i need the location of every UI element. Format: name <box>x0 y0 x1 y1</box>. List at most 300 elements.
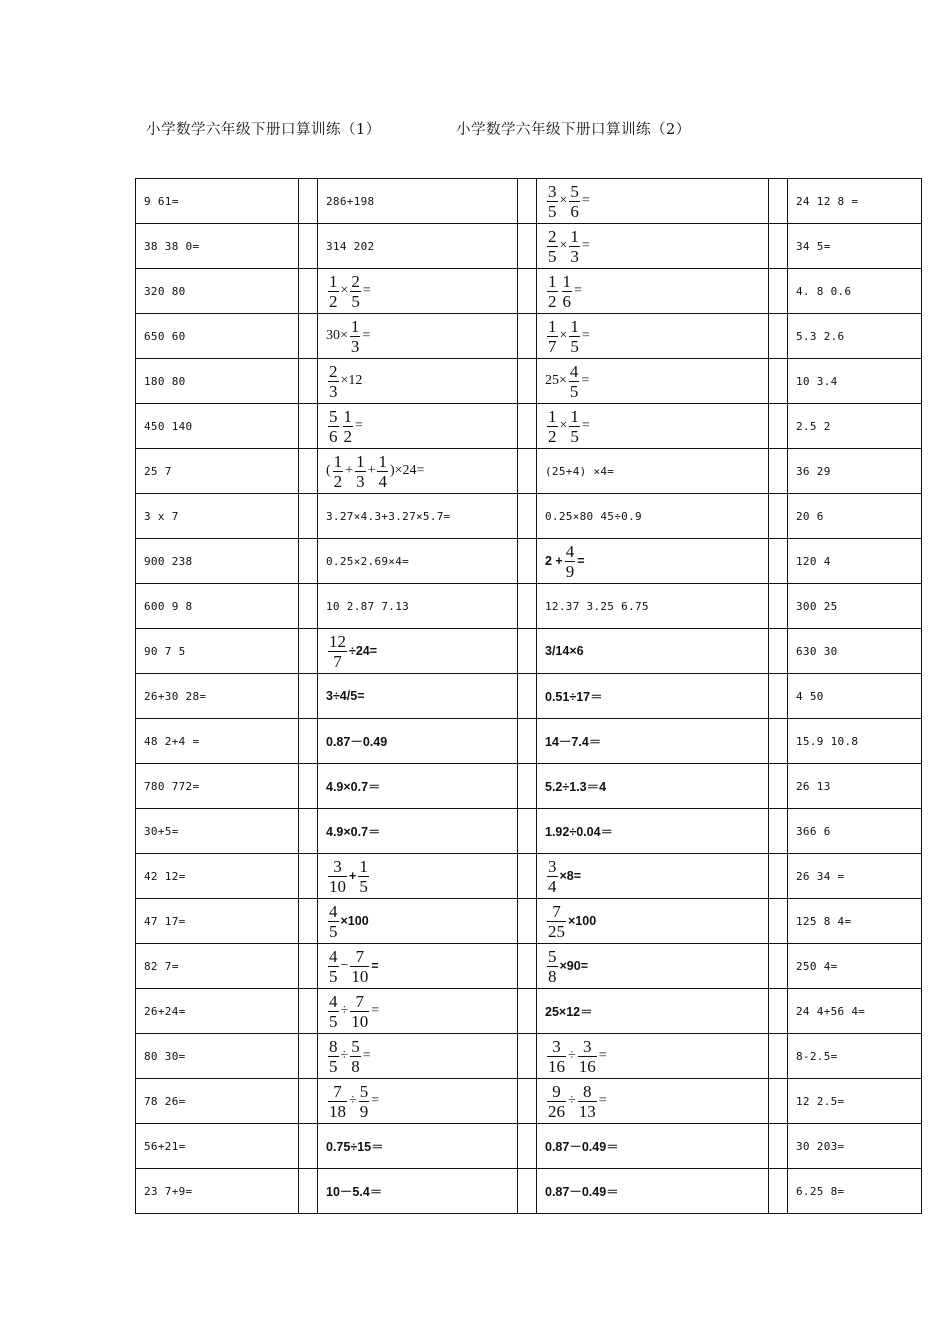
fraction-numerator: 3 <box>552 1036 561 1056</box>
operator-symbol: )×24= <box>389 463 425 478</box>
table-row <box>136 1169 922 1214</box>
answer-gap <box>299 719 318 764</box>
fraction-denominator: 25 <box>548 921 565 941</box>
answer-gap <box>518 1079 537 1124</box>
problem-cell-col1: 38 38 0= <box>136 224 299 269</box>
problem-cell-col1: 23 7+9= <box>136 1169 299 1214</box>
table-row <box>136 539 922 584</box>
answer-gap <box>299 1169 318 1214</box>
problem-cell-col3 <box>537 539 769 584</box>
expression <box>545 732 601 750</box>
expression-text: 286+198 <box>326 195 375 209</box>
fraction <box>333 452 344 491</box>
problem-cell-col4: 24 12 8 = <box>788 179 922 224</box>
table-row <box>136 629 922 674</box>
problem-cell-col2 <box>318 449 518 494</box>
operator-symbol: = <box>371 1003 380 1018</box>
problem-cell-col4: 6.25 8= <box>788 1169 922 1214</box>
table-row <box>136 809 922 854</box>
fraction-denominator: 18 <box>329 1101 346 1121</box>
problem-cell-col1: 780 772= <box>136 764 299 809</box>
fraction <box>569 362 580 401</box>
fraction <box>569 182 580 221</box>
expression-text: = <box>371 959 379 973</box>
answer-gap <box>769 404 788 449</box>
answer-gap <box>299 179 318 224</box>
operator-symbol: + <box>345 463 354 478</box>
arithmetic-drill-table <box>135 178 922 1214</box>
operator-symbol: ÷ <box>340 1048 349 1063</box>
operator-symbol: = <box>362 328 371 343</box>
expression-text: 0.75÷15＝ <box>326 1140 384 1155</box>
expression-text: + <box>349 869 357 883</box>
fraction-numerator: 1 <box>350 316 360 336</box>
problem-cell-col3 <box>537 899 769 944</box>
fraction-denominator: 5 <box>329 1056 338 1076</box>
problem-cell-col3 <box>537 1169 769 1214</box>
fraction-numerator: 4 <box>565 541 575 561</box>
problem-cell-col3 <box>537 359 769 404</box>
operator-symbol: ÷ <box>568 1093 576 1108</box>
problem-cell-col4: 8-2.5= <box>788 1034 922 1079</box>
problem-cell-col2 <box>318 764 518 809</box>
expression <box>326 992 379 1031</box>
answer-gap <box>299 269 318 314</box>
fraction-denominator: 6 <box>570 201 579 221</box>
problem-cell-col1: 3 x 7 <box>136 494 299 539</box>
problem-cell-col3 <box>537 1034 769 1079</box>
expression-text: 0.87－0.49＝ <box>545 1140 619 1155</box>
expression <box>326 947 379 986</box>
problem-cell-col2 <box>318 539 518 584</box>
problem-cell-col2 <box>318 854 518 899</box>
table-row <box>136 1034 922 1079</box>
answer-gap <box>769 764 788 809</box>
fraction-numerator: 4 <box>569 361 579 381</box>
problem-cell-col3 <box>537 854 769 899</box>
fraction-numerator: 1 <box>329 271 338 291</box>
fraction <box>328 992 339 1031</box>
problem-cell-col4: 5.3 2.6 <box>788 314 922 359</box>
answer-gap <box>299 854 318 899</box>
table-row <box>136 314 922 359</box>
problem-cell-col4: 4 50 <box>788 674 922 719</box>
fraction-denominator: 7 <box>328 651 347 671</box>
table-row <box>136 989 922 1034</box>
fraction <box>578 1082 597 1121</box>
expression <box>326 1082 379 1121</box>
fraction-numerator: 1 <box>548 271 557 291</box>
fraction-denominator: 7 <box>548 336 557 356</box>
problem-cell-col4: 125 8 4= <box>788 899 922 944</box>
table-row <box>136 359 922 404</box>
expression <box>326 1182 382 1200</box>
fraction <box>547 182 558 221</box>
answer-gap <box>518 584 537 629</box>
expression <box>326 902 369 941</box>
expression-text: 14－7.4＝ <box>545 735 602 750</box>
fraction-numerator: 4 <box>329 946 338 966</box>
problem-cell-col3 <box>537 404 769 449</box>
operator-symbol: = <box>371 1093 380 1108</box>
expression <box>326 407 363 446</box>
fraction-denominator: 10 <box>329 876 346 896</box>
answer-gap <box>299 224 318 269</box>
problem-cell-col2 <box>318 359 518 404</box>
operator-symbol: × <box>559 418 568 433</box>
answer-gap <box>299 764 318 809</box>
fraction <box>578 1037 597 1076</box>
problem-cell-col4: 24 4+56 4= <box>788 989 922 1034</box>
expression <box>545 1002 593 1020</box>
fraction-numerator: 7 <box>333 1081 342 1101</box>
fraction <box>359 1082 370 1121</box>
answer-gap <box>769 719 788 764</box>
operator-symbol: = <box>581 418 590 433</box>
fraction <box>565 542 576 581</box>
expression-text: 5.2÷1.3＝4 <box>545 780 607 795</box>
expression <box>545 597 649 615</box>
fraction-denominator: 4 <box>378 471 387 491</box>
operator-symbol: ×12 <box>340 373 363 388</box>
expression-text: 0.51÷17＝ <box>545 690 603 705</box>
fraction-numerator: 7 <box>355 946 365 966</box>
fraction-numerator: 3 <box>333 856 342 876</box>
problem-cell-col2 <box>318 899 518 944</box>
fraction <box>355 452 366 491</box>
fraction <box>328 947 339 986</box>
fraction-numerator: 5 <box>548 946 557 966</box>
fraction-numerator: 4 <box>329 991 338 1011</box>
problem-cell-col4: 15.9 10.8 <box>788 719 922 764</box>
expression-text: 4.9×0.7＝ <box>326 780 381 795</box>
fraction <box>569 407 580 446</box>
answer-gap <box>518 764 537 809</box>
operator-symbol: = <box>581 373 590 388</box>
problem-cell-col1: 320 80 <box>136 269 299 314</box>
answer-gap <box>769 269 788 314</box>
answer-gap <box>299 404 318 449</box>
problem-cell-col1: 78 26= <box>136 1079 299 1124</box>
expression-text: 3.27×4.3+3.27×5.7= <box>326 510 451 524</box>
expression <box>326 632 377 671</box>
fraction-numerator: 1 <box>343 406 352 426</box>
problem-cell-col2 <box>318 314 518 359</box>
expression <box>545 822 613 840</box>
table-row <box>136 269 922 314</box>
answer-gap <box>299 1034 318 1079</box>
answer-gap <box>769 1034 788 1079</box>
problem-cell-col2 <box>318 404 518 449</box>
fraction-numerator: 5 <box>329 406 338 426</box>
fraction-numerator: 5 <box>351 1036 360 1056</box>
problem-cell-col1: 26+30 28= <box>136 674 299 719</box>
answer-gap <box>769 314 788 359</box>
fraction-denominator: 9 <box>565 561 575 581</box>
expression-text: ×90= <box>559 959 589 973</box>
expression <box>326 452 424 491</box>
fraction-denominator: 5 <box>351 291 360 311</box>
expression-text: 3/14×6 <box>545 644 584 659</box>
table-row <box>136 764 922 809</box>
operator-symbol: = <box>581 193 590 208</box>
expression <box>545 227 590 266</box>
operator-symbol: 25× <box>545 373 567 388</box>
expression-text: 10－5.4＝ <box>326 1185 383 1200</box>
problem-cell-col3 <box>537 1124 769 1169</box>
problem-cell-col4: 12 2.5= <box>788 1079 922 1124</box>
table-row <box>136 1079 922 1124</box>
fraction <box>328 857 347 896</box>
expression <box>545 902 596 941</box>
problem-cell-col2 <box>318 224 518 269</box>
problem-cell-col1: 80 30= <box>136 1034 299 1079</box>
fraction-numerator: 4 <box>329 901 338 921</box>
table-row <box>136 584 922 629</box>
fraction-denominator: 5 <box>329 966 338 986</box>
fraction-numerator: 3 <box>548 856 557 876</box>
expression-text: 12.37 3.25 6.75 <box>545 600 649 614</box>
answer-gap <box>299 539 318 584</box>
answer-gap <box>769 1169 788 1214</box>
problem-cell-col2 <box>318 179 518 224</box>
fraction <box>547 857 558 896</box>
fraction-denominator: 4 <box>548 876 557 896</box>
expression <box>326 597 409 615</box>
fraction-numerator: 1 <box>570 406 579 426</box>
problem-cell-col3 <box>537 269 769 314</box>
answer-gap <box>518 404 537 449</box>
answer-gap <box>518 809 537 854</box>
expression <box>545 687 603 705</box>
expression <box>326 237 374 255</box>
fraction <box>547 947 558 986</box>
expression <box>326 857 371 896</box>
problem-cell-col4: 30 203= <box>788 1124 922 1169</box>
expression <box>326 507 451 525</box>
answer-gap <box>769 1079 788 1124</box>
expression <box>545 362 589 401</box>
problem-cell-col4: 26 13 <box>788 764 922 809</box>
problem-cell-col1: 180 80 <box>136 359 299 404</box>
problem-cell-col2 <box>318 989 518 1034</box>
fraction-denominator: 5 <box>548 201 557 221</box>
answer-gap <box>299 899 318 944</box>
fraction-numerator: 8 <box>582 1081 592 1101</box>
expression <box>326 687 365 705</box>
problem-cell-col2 <box>318 269 518 314</box>
fraction-denominator: 2 <box>548 426 557 446</box>
fraction-denominator: 16 <box>548 1056 565 1076</box>
fraction <box>358 857 369 896</box>
fraction <box>569 227 580 266</box>
fraction <box>547 227 558 266</box>
answer-gap <box>518 494 537 539</box>
expression-text: 25×12＝ <box>545 1005 593 1020</box>
fraction-numerator: 2 <box>548 226 557 246</box>
fraction-numerator: 1 <box>570 226 579 246</box>
answer-gap <box>769 1124 788 1169</box>
expression <box>545 857 581 896</box>
expression <box>545 317 590 356</box>
fraction <box>328 902 339 941</box>
problem-cell-col2 <box>318 944 518 989</box>
problem-cell-col2 <box>318 1169 518 1214</box>
answer-gap <box>518 314 537 359</box>
fraction <box>350 992 369 1031</box>
fraction-numerator: 1 <box>548 316 557 336</box>
fraction <box>328 1037 339 1076</box>
answer-gap <box>769 449 788 494</box>
answer-gap <box>518 629 537 674</box>
expression-text: 4.9×0.7＝ <box>326 825 381 840</box>
fraction <box>547 1037 566 1076</box>
fraction-denominator: 5 <box>329 921 338 941</box>
fraction-denominator: 5 <box>569 381 579 401</box>
fraction-numerator: 1 <box>562 271 571 291</box>
operator-symbol: + <box>367 463 376 478</box>
problem-cell-col2 <box>318 674 518 719</box>
fraction-numerator: 5 <box>570 181 579 201</box>
expression-text: 10 2.87 7.13 <box>326 600 410 614</box>
fraction-numerator: 9 <box>552 1081 561 1101</box>
operator-symbol: ÷ <box>568 1048 576 1063</box>
expression <box>326 1137 384 1155</box>
problem-cell-col4: 300 25 <box>788 584 922 629</box>
answer-gap <box>299 449 318 494</box>
answer-gap <box>299 674 318 719</box>
problem-cell-col4: 10 3.4 <box>788 359 922 404</box>
operator-symbol: = <box>574 283 582 298</box>
answer-gap <box>518 854 537 899</box>
expression-text: ×100 <box>568 914 597 928</box>
expression <box>545 1182 619 1200</box>
fraction-denominator: 26 <box>548 1101 565 1121</box>
fraction-denominator: 3 <box>570 246 579 266</box>
operator-symbol: × <box>559 238 568 253</box>
fraction-denominator: 5 <box>570 336 579 356</box>
problem-cell-col4: 120 4 <box>788 539 922 584</box>
fraction <box>569 317 580 356</box>
answer-gap <box>299 944 318 989</box>
fraction <box>328 272 339 311</box>
fraction-numerator: 3 <box>548 181 557 201</box>
expression <box>545 642 584 660</box>
answer-gap <box>769 359 788 404</box>
operator-symbol: × <box>559 193 568 208</box>
answer-gap <box>299 629 318 674</box>
expression <box>545 272 582 311</box>
expression-text: 2 + <box>545 554 563 568</box>
table-row <box>136 179 922 224</box>
answer-gap <box>518 944 537 989</box>
answer-gap <box>518 1034 537 1079</box>
operator-symbol: = <box>362 283 371 298</box>
expression-text: 3÷4/5= <box>326 689 365 704</box>
problem-cell-col1: 90 7 5 <box>136 629 299 674</box>
problem-cell-col2 <box>318 809 518 854</box>
expression <box>326 362 362 401</box>
answer-gap <box>769 854 788 899</box>
expression-text: = <box>577 554 585 568</box>
answer-gap <box>299 809 318 854</box>
worksheet-title-1: 小学数学六年级下册口算训练（1） <box>146 122 381 138</box>
answer-gap <box>299 989 318 1034</box>
answer-gap <box>299 359 318 404</box>
fraction-numerator: 1 <box>378 451 387 471</box>
problem-cell-col4: 2.5 2 <box>788 404 922 449</box>
expression <box>545 1137 619 1155</box>
expression-text: 0.87－0.49 <box>326 735 388 750</box>
problem-cell-col3 <box>537 629 769 674</box>
expression-text: ÷24= <box>349 644 378 658</box>
answer-gap <box>518 899 537 944</box>
operator-symbol: = <box>581 328 590 343</box>
fraction-denominator: 3 <box>329 381 338 401</box>
fraction <box>547 272 558 311</box>
problem-cell-col1: 650 60 <box>136 314 299 359</box>
fraction-numerator: 8 <box>329 1036 338 1056</box>
fraction-denominator: 2 <box>333 471 343 491</box>
problem-cell-col4: 26 34 = <box>788 854 922 899</box>
problem-cell-col4: 4. 8 0.6 <box>788 269 922 314</box>
fraction <box>377 452 388 491</box>
fraction <box>328 407 339 446</box>
problem-cell-col3 <box>537 1079 769 1124</box>
fraction <box>547 407 558 446</box>
problem-cell-col3 <box>537 314 769 359</box>
expression-text: ×8= <box>559 869 582 883</box>
expression <box>326 192 374 210</box>
fraction <box>328 632 347 671</box>
operator-symbol: × <box>559 328 568 343</box>
fraction-numerator: 1 <box>356 451 365 471</box>
problem-cell-col2 <box>318 1079 518 1124</box>
fraction-numerator: 1 <box>548 406 557 426</box>
expression-text: 0.25×2.69×4= <box>326 555 410 569</box>
answer-gap <box>769 224 788 269</box>
fraction-numerator: 1 <box>570 316 579 336</box>
operator-symbol: ÷ <box>349 1093 357 1108</box>
table-row <box>136 674 922 719</box>
problem-cell-col2 <box>318 629 518 674</box>
answer-gap <box>518 449 537 494</box>
table-row <box>136 854 922 899</box>
expression <box>545 462 614 480</box>
fraction-denominator: 16 <box>578 1056 596 1076</box>
problem-cell-col3 <box>537 809 769 854</box>
expression <box>326 272 371 311</box>
problem-cell-col4: 366 6 <box>788 809 922 854</box>
answer-gap <box>769 179 788 224</box>
problem-cell-col1: 25 7 <box>136 449 299 494</box>
expression-text: 0.87－0.49＝ <box>545 1185 619 1200</box>
fraction-denominator: 5 <box>548 246 557 266</box>
answer-gap <box>299 1079 318 1124</box>
operator-symbol: = <box>598 1048 607 1063</box>
fraction-numerator: 2 <box>329 361 338 381</box>
answer-gap <box>299 314 318 359</box>
operator-symbol: × <box>340 283 349 298</box>
problem-cell-col3 <box>537 674 769 719</box>
answer-gap <box>769 809 788 854</box>
expression <box>545 1037 607 1076</box>
fraction <box>547 902 566 941</box>
answer-gap <box>299 1124 318 1169</box>
operator-symbol: 30× <box>326 328 348 343</box>
expression <box>545 947 588 986</box>
table-row <box>136 449 922 494</box>
